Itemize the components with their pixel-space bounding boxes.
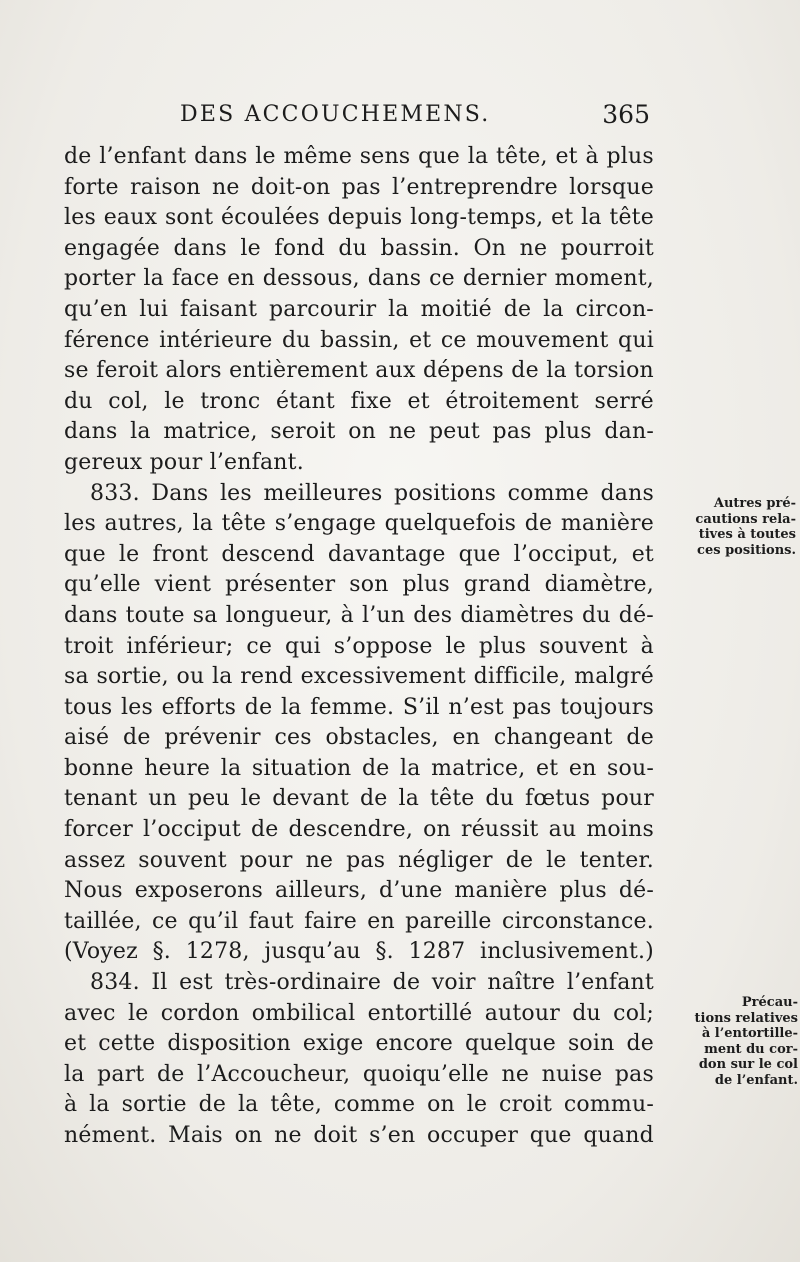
text-line: bonne heure la situation de la matrice, et en sou-: [64, 755, 654, 781]
text-line: et cette disposition exige encore quelque soin de: [64, 1031, 654, 1057]
text-line: les eaux sont écoulées depuis long-temps, et la tête: [64, 205, 654, 231]
page-number: 365: [602, 100, 650, 129]
margin-note-precautions-positions: [660, 496, 796, 558]
text-line: se feroit alors entièrement aux dépens de la torsion: [64, 358, 654, 384]
text-line: la part de l’Accoucheur, quoiqu’elle ne nuise pas: [64, 1061, 654, 1087]
text-line: avec le cordon ombilical entortillé autour du col;: [64, 1000, 654, 1026]
text-line: forte raison ne doit-on pas l’entreprendre lorsque: [64, 174, 654, 200]
margin-note-line: Précau-: [741, 995, 798, 1010]
text-line: nément. Mais on ne doit s’en occuper que quand: [64, 1123, 654, 1148]
body-text: [64, 142, 654, 1152]
margin-note-line: don sur le col: [698, 1057, 798, 1072]
text-line: assez souvent pour ne pas négliger de le tenter.: [64, 847, 654, 873]
text-line: tenant un peu le devant de la tête du fœtus pour: [64, 786, 654, 812]
text-line: forcer l’occiput de descendre, on réussit au moins: [64, 817, 654, 843]
margin-note-cord-precautions: [662, 995, 798, 1088]
text-line: aisé de prévenir ces obstacles, en changeant de: [64, 725, 654, 751]
text-line: engagée dans le fond du bassin. On ne pourroit: [64, 235, 654, 261]
margin-note-line: tives à toutes: [698, 527, 796, 542]
running-head: [180, 100, 650, 136]
margin-note-line: à l’entortille-: [701, 1026, 798, 1041]
text-line: qu’en lui faisant parcourir la moitié de la circon-: [64, 296, 654, 322]
text-line: dans la matrice, seroit on ne peut pas plus dan-: [64, 419, 654, 445]
paragraph-834-start: 834. Il est très-ordinaire de voir naître l’enfant: [90, 970, 654, 996]
text-line: qu’elle vient présenter son plus grand diamètre,: [64, 572, 654, 598]
margin-note-line: cautions rela-: [695, 511, 796, 527]
text-line: tous les efforts de la femme. S’il n’est pas toujours: [64, 694, 654, 720]
margin-note-line: tions relatives: [694, 1010, 798, 1026]
text-line: gereux pour l’enfant.: [64, 449, 304, 475]
text-line: les autres, la tête s’engage quelquefois de manière: [64, 511, 654, 537]
text-line: dans toute sa longueur, à l’un des diamètres du dé-: [64, 602, 654, 628]
margin-note-line: Autres pré-: [713, 496, 796, 511]
text-line: Nous exposerons ailleurs, d’une manière plus dé-: [64, 878, 654, 904]
text-line: taillée, ce qu’il faut faire en pareille circonstance.: [64, 908, 654, 934]
text-line: (Voyez §. 1278, jusqu’au §. 1287 inclusivement.): [64, 939, 654, 965]
margin-note-line: de l’enfant.: [714, 1072, 798, 1088]
margin-note-line: ces positions.: [697, 542, 796, 558]
paragraph-833-start: 833. Dans les meilleures positions comme dans: [90, 480, 654, 506]
text-line: férence intérieure du bassin, et ce mouvement qui: [64, 327, 654, 353]
text-line: troit inférieur; ce qui s’oppose le plus souvent à: [64, 633, 654, 659]
text-line: du col, le tronc étant fixe et étroitement serré: [64, 388, 654, 414]
text-line: à la sortie de la tête, comme on le croit commu-: [64, 1092, 654, 1118]
text-line: porter la face en dessous, dans ce dernier moment,: [64, 266, 654, 292]
margin-note-line: ment du cor-: [704, 1041, 798, 1057]
running-title: DES ACCOUCHEMENS.: [180, 102, 491, 127]
text-line: sa sortie, ou la rend excessivement difficile, malgré: [64, 664, 654, 690]
text-line: que le front descend davantage que l’occiput, et: [64, 541, 654, 567]
text-line: de l’enfant dans le même sens que la tête, et à plus: [64, 144, 654, 169]
